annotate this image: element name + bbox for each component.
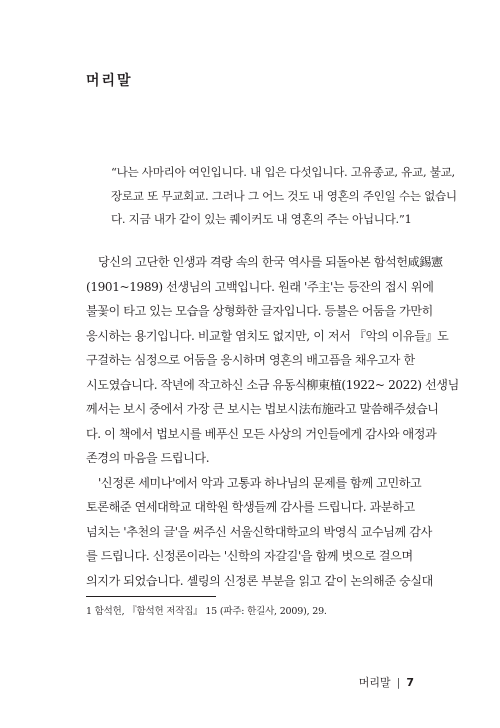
body-text <box>86 250 459 593</box>
footnote-divider <box>86 596 216 597</box>
paragraph-line: 시도였습니다. 작년에 작고하신 소금 유동식柳東植(1922~ 2022) 선생님 <box>86 377 459 392</box>
quote-line: 장로교 또 무교회교. 그러나 그 어느 것도 내 영혼의 주인일 수는 없습니 <box>111 188 457 203</box>
epigraph-quote <box>111 161 457 232</box>
paragraph-line: 응시하는 용기입니다. 비교할 염치도 없지만, 이 저서 『악의 이유들』도 <box>86 328 449 343</box>
paragraph-line: 불꽃이 타고 있는 모습을 상형화한 글자입니다. 등불은 어둠을 가만히 <box>86 304 433 318</box>
quote-line: “나는 사마리아 여인입니다. 내 입은 다섯입니다. 고유종교, 유교, 불교, <box>111 165 455 179</box>
paragraph-line: 토론해준 연세대학교 대학원 학생들께 감사를 드립니다. 과분하고 <box>86 500 415 514</box>
paragraph-line: 넘치는 '추천의 글'을 써주신 서울신학대학교의 박영식 교수님께 감사 <box>86 524 432 539</box>
paragraph-line: (1901~1989) 선생님의 고백입니다. 원래 '주主'는 등잔의 접시 위에 <box>86 279 434 294</box>
running-footer-label: 머리말 <box>358 676 391 689</box>
footer-separator: | <box>396 676 401 689</box>
paragraph-line: 당신의 고단한 인생과 격랑 속의 한국 역사를 되돌아본 함석헌咸錫憲 <box>98 255 443 269</box>
paragraph-line: 를 드립니다. 신정론이라는 '신학의 자갈길'을 함께 벗으로 걸으며 <box>86 549 413 563</box>
paragraph-line: 의지가 되었습니다. 셸링의 신정론 부분을 읽고 같이 논의해준 숭실대 <box>86 573 433 588</box>
paragraph-line: 존경의 마음을 드립니다. <box>86 451 210 465</box>
paragraph-line: 구걸하는 심정으로 어둠을 응시하며 영혼의 배고픔을 채우고자 한 <box>86 353 415 367</box>
section-heading: 머리말 <box>86 73 133 89</box>
paragraph-line: '신정론 세미나'에서 악과 고통과 하나님의 문제를 함께 고민하고 <box>98 475 422 490</box>
page-footer <box>359 674 414 690</box>
quote-line: 다. 지금 내가 같이 있는 퀘이커도 내 영혼의 주는 아닙니다.”1 <box>111 212 412 226</box>
footnote: 1 함석헌, 『함석헌 저작집』 15 (파주: 한길사, 2009), 29. <box>86 606 327 617</box>
page-number: 7 <box>406 676 414 689</box>
paragraph-line: 께서는 보시 중에서 가장 큰 보시는 법보시法布施라고 말씀해주셨습니 <box>86 402 439 416</box>
paragraph-line: 다. 이 책에서 법보시를 베푸신 모든 사상의 거인들에게 감사와 애정과 <box>86 426 437 441</box>
